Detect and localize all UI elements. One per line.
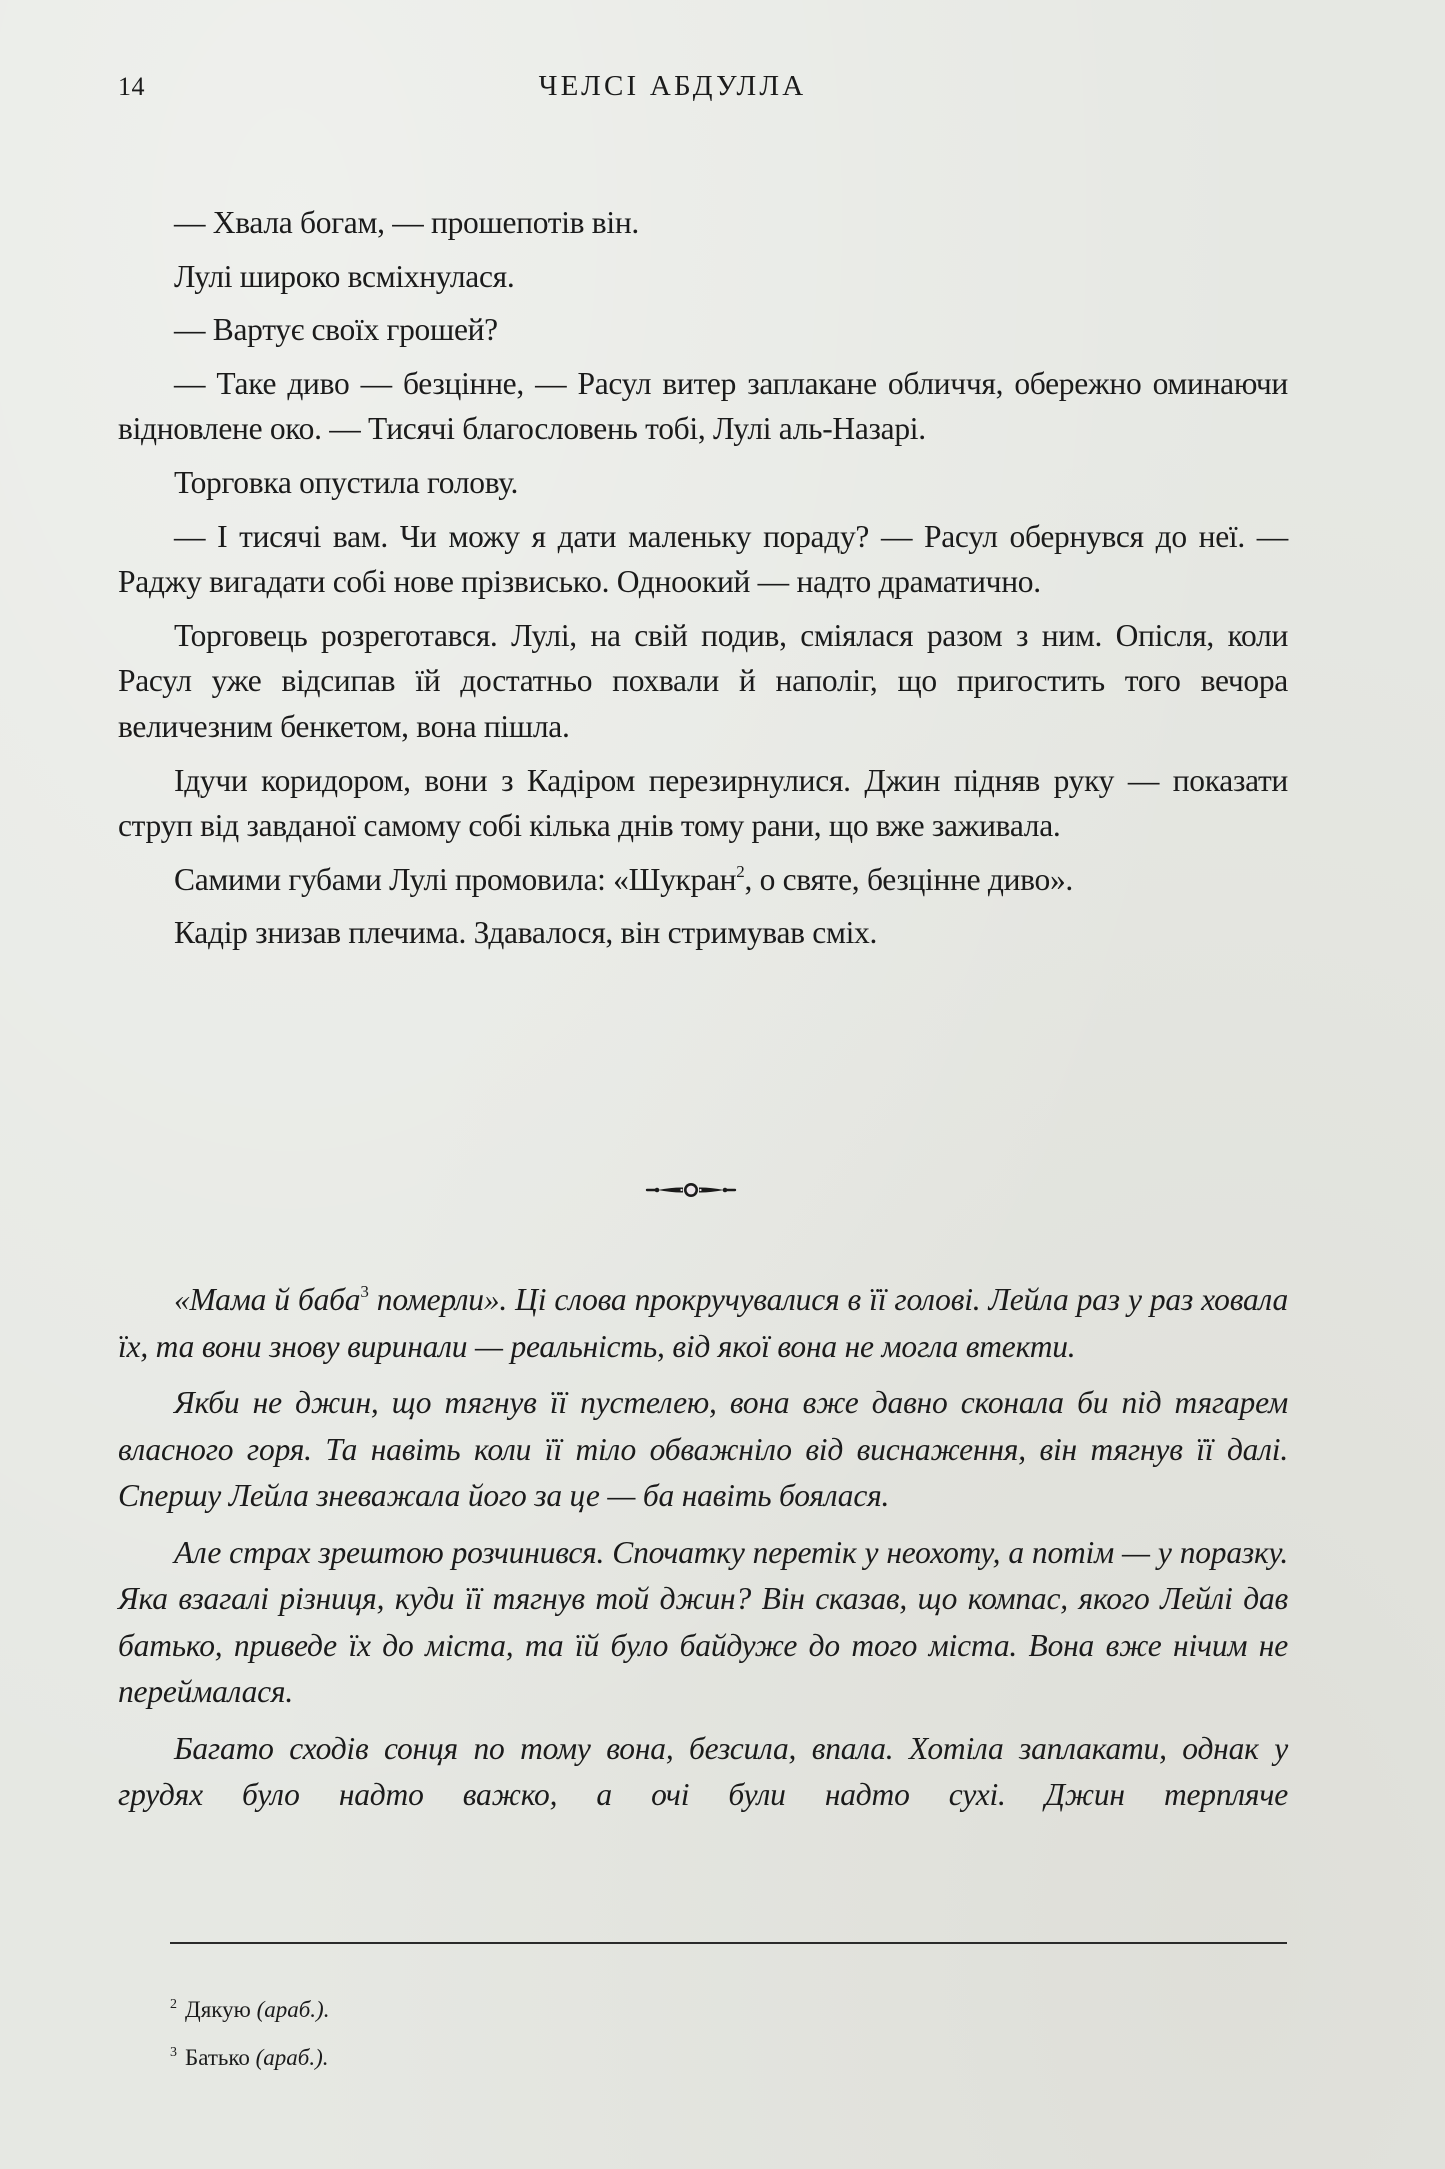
paragraph: Ідучи коридором, вони з Кадіром перезирнулися. Джин підняв руку — показати струп від завданої самому собі кілька днів тому рани, що вже заживала. [118,762,1288,844]
paragraph: — І тисячі вам. Чи можу я дати маленьку пораду? — Расул обернувся до неї. — Раджу вигадати собі нове прізвисько. Одноокий — надто драматично. [118,518,1288,600]
paragraph: Якби не джин, що тягнув її пустелею, вона вже давно сконала би під тягарем власного горя. Та навіть коли її тіло обважніло від виснаження, він тягнув її далі. Спершу Лейла зневажала його за це — ба навіть боялася. [118,1385,1288,1513]
paragraph-text: «Мама й баба [174,1282,361,1317]
footnote-number: 3 [170,2045,177,2060]
paragraph: Торговець розреготався. Лулі, на свій подив, сміялася разом з ним. Опісля, коли Расул уже відсипав їй достатньо похвали й наполіг, що пригостить того вечора величезним бенкетом, вона пішла. [118,617,1288,744]
paragraph: — Таке диво — безцінне, — Расул витер заплакане обличчя, обережно оминаючи відновлене око. — Тисячі благословень тобі, Лулі аль-Назарі. [118,365,1288,447]
footnote-number: 2 [170,1997,177,2012]
page-number: 14 [118,72,145,101]
paragraph-text: померли». Ці слова прокручувалися в її голові. Лейла раз у раз ховала їх, та вони знову виринали — реальність, від якої вона не могла втекти. [118,1282,1289,1364]
paragraph-text: Самими губами Лулі промовила: «Шукран [174,861,737,897]
paragraph: Багато сходів сонця по тому вона, безсила, впала. Хотіла заплакати, однак у грудях було надто важко, а очі були надто сухі. Джин терпляче [118,1730,1288,1812]
footnote-reference[interactable]: 3 [360,1282,369,1301]
paragraph: Кадір знизав плечима. Здавалося, він стримував сміх. [174,915,878,951]
footnote-reference[interactable]: 2 [736,861,745,881]
paragraph [118,1277,1288,1370]
footnote-item [170,2031,329,2079]
paragraph: Торговка опустила голову. [174,464,519,500]
footnote-text: Батько [185,2045,250,2070]
footnote-item [170,1983,329,2031]
paragraph: Але страх зрештою розчинився. Спочатку перетік у неохоту, а потім — у поразку. Яка взагалі різниця, куди її тягнув той джин? Він сказав, що компас, якого Лейлі дав батько, приведе їх до міста, та їй було байдуже до того міста. Вона вже нічим не переймалася. [118,1534,1288,1709]
paragraph: — Вартує своїх грошей? [174,312,498,348]
paragraph-text: , о святе, безцінне диво». [744,861,1073,897]
paragraph: — Хвала богам, — прошепотів він. [174,205,639,240]
footnote-note: (араб.). [255,2045,329,2070]
footnote-divider [170,1942,1287,1944]
footnote-text: Дякую [185,1997,251,2022]
footnote-note: (араб.). [256,1997,330,2022]
main-text [118,200,1288,964]
running-head [118,66,1287,110]
italic-section-text [118,1277,1288,1819]
scroll-ornament-divider-icon [645,1178,737,1202]
paragraph: Лулі широко всміхнулася. [174,258,515,294]
footnotes [170,1983,329,2079]
running-head-author: ЧЕЛСІ АБДУЛЛА [538,70,807,102]
paragraph [118,857,1288,903]
